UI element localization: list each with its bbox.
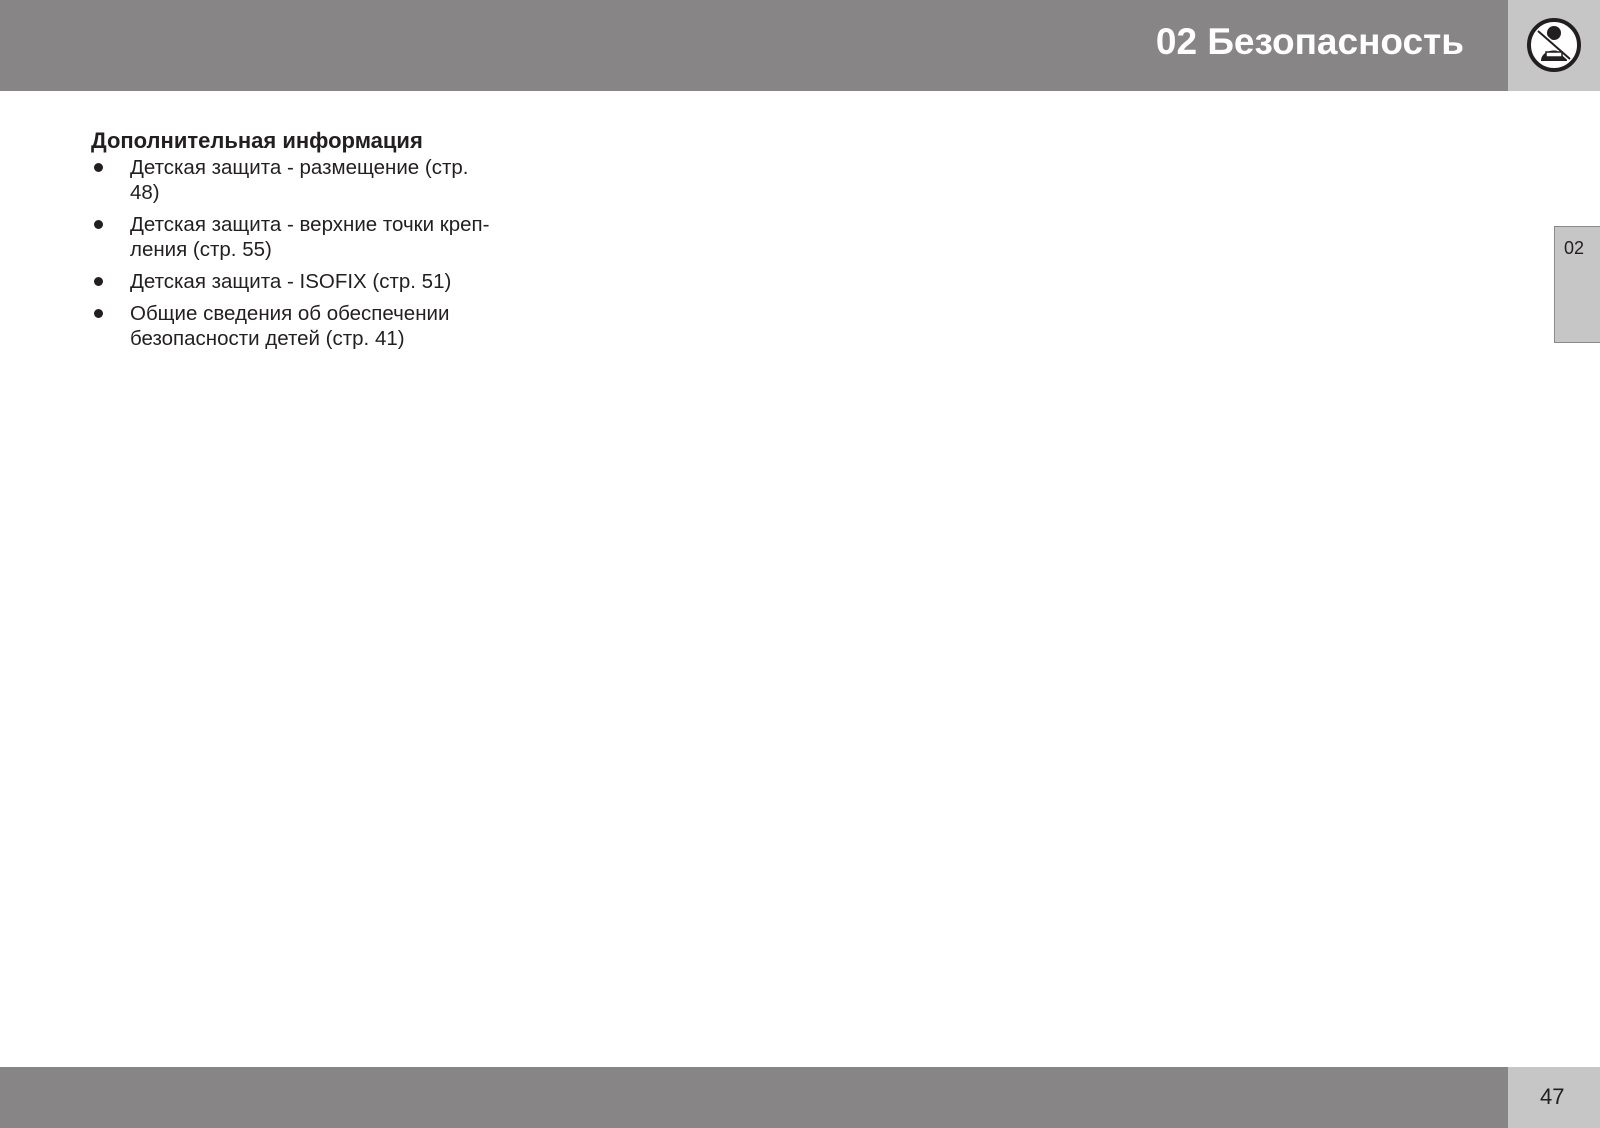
list-item[interactable] bbox=[91, 155, 531, 205]
list-item-text: Детская защита - верхние точки креп- ления (стр. 55) bbox=[130, 213, 490, 261]
list-item[interactable] bbox=[91, 301, 531, 351]
related-topics-list bbox=[91, 155, 531, 351]
bullet-icon bbox=[94, 309, 103, 318]
footer-bar bbox=[0, 1067, 1508, 1128]
section-heading: Дополнительная информация bbox=[91, 128, 423, 153]
bullet-icon bbox=[94, 163, 103, 172]
list-item-text: Детская защита - ISOFIX (стр. 51) bbox=[130, 270, 452, 293]
list-item[interactable] bbox=[91, 212, 531, 262]
header-icon-box bbox=[1508, 0, 1600, 91]
chapter-tab[interactable] bbox=[1554, 226, 1600, 343]
bullet-icon bbox=[94, 220, 103, 229]
footer-page-box bbox=[1508, 1067, 1600, 1128]
list-item-text: Общие сведения об обеспечении безопасности детей (стр. 41) bbox=[130, 302, 450, 350]
chapter-tab-label: 02 bbox=[1564, 238, 1585, 258]
list-item-text: Детская защита - размещение (стр. 48) bbox=[130, 156, 469, 204]
bullet-icon bbox=[94, 277, 103, 286]
page-number: 47 bbox=[1540, 1084, 1565, 1109]
content-column bbox=[91, 128, 531, 358]
header-bar bbox=[0, 0, 1508, 91]
chapter-title: 02 Безопасность bbox=[1155, 21, 1464, 62]
seatbelt-safety-icon bbox=[1526, 17, 1582, 73]
list-item[interactable] bbox=[91, 269, 531, 294]
